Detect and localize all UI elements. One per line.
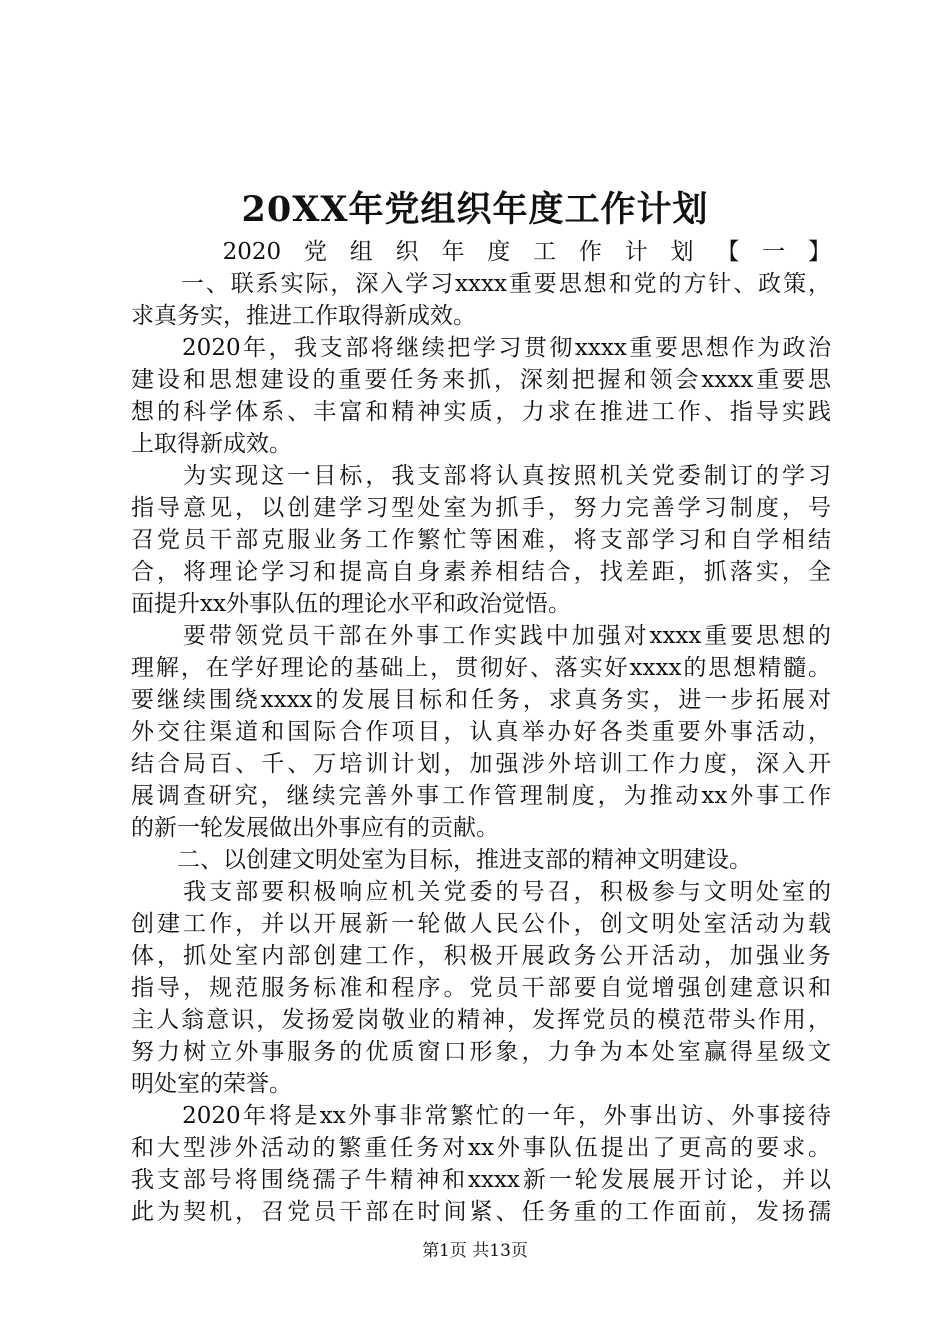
text-line: 努力树立外事服务的优质窗口形象，力争为本处室赢得星级文 bbox=[131, 1039, 831, 1065]
text-line: 要继续围绕xxxx的发展目标和任务，求真务实，进一步拓展对 bbox=[131, 687, 831, 713]
text-line: 2020年将是xx外事非常繁忙的一年，外事出访、外事接待 bbox=[131, 1103, 831, 1129]
text-line: 和大型涉外活动的繁重任务对xx外事队伍提出了更高的要求。 bbox=[131, 1135, 831, 1161]
text-line: 2020党组织年度工作计划【一】 bbox=[131, 239, 831, 265]
text-line: 指导意见，以创建学习型处室为抓手，努力完善学习制度，号 bbox=[131, 495, 831, 521]
text-line: 召党员干部克服业务工作繁忙等困难，将支部学习和自学相结 bbox=[131, 527, 831, 553]
text-line: 外交往渠道和国际合作项目，认真举办好各类重要外事活动， bbox=[131, 719, 831, 745]
text-line: 指导，规范服务标准和程序。党员干部要自觉增强创建意识和 bbox=[131, 975, 831, 1001]
text-line: 面提升xx外事队伍的理论水平和政治觉悟。 bbox=[131, 591, 571, 617]
text-line: 我支部号将围绕孺子牛精神和xxxx新一轮发展展开讨论，并以 bbox=[131, 1167, 831, 1193]
text-line: 建设和思想建设的重要任务来抓，深刻把握和领会xxxx重要思 bbox=[131, 367, 831, 393]
text-line: 二、以创建文明处室为目标，推进支部的精神文明建设。 bbox=[131, 847, 752, 873]
document-title: 20XX年党组织年度工作计划 bbox=[241, 189, 709, 230]
document-body bbox=[131, 236, 831, 1228]
text-line: 创建工作，并以开展新一轮做人民公仆，创文明处室活动为载 bbox=[131, 911, 831, 937]
text-line: 想的科学体系、丰富和精神实质，力求在推进工作、指导实践 bbox=[131, 399, 831, 425]
text-line: 上取得新成效。 bbox=[131, 431, 292, 457]
text-line: 的新一轮发展做出外事应有的贡献。 bbox=[131, 815, 499, 841]
text-line: 我支部要积极响应机关党委的号召，积极参与文明处室的 bbox=[131, 879, 831, 905]
text-line: 要带领党员干部在外事工作实践中加强对xxxx重要思想的 bbox=[131, 623, 831, 649]
text-line: 结合局百、千、万培训计划，加强涉外培训工作力度，深入开 bbox=[131, 751, 831, 777]
text-line: 合，将理论学习和提高自身素养相结合，找差距，抓落实，全 bbox=[131, 559, 831, 585]
text-line: 此为契机，召党员干部在时间紧、任务重的工作面前，发扬孺 bbox=[131, 1199, 831, 1225]
text-line: 明处室的荣誉。 bbox=[131, 1071, 292, 1097]
text-line: 一、联系实际，深入学习xxxx重要思想和党的方针、政策， bbox=[131, 271, 831, 297]
text-line: 主人翁意识，发扬爱岗敬业的精神，发挥党员的模范带头作用， bbox=[131, 1007, 831, 1033]
text-line: 体，抓处室内部创建工作，积极开展政务公开活动，加强业务 bbox=[131, 943, 831, 969]
page-number-footer: 第1页 共13页 bbox=[422, 1241, 528, 1261]
text-line: 展调查研究，继续完善外事工作管理制度，为推动xx外事工作 bbox=[131, 783, 831, 809]
text-line: 2020年，我支部将继续把学习贯彻xxxx重要思想作为政治 bbox=[131, 335, 831, 361]
text-line: 求真务实，推进工作取得新成效。 bbox=[131, 303, 476, 329]
text-line: 理解，在学好理论的基础上，贯彻好、落实好xxxx的思想精髓。 bbox=[131, 655, 831, 681]
text-line: 为实现这一目标，我支部将认真按照机关党委制订的学习 bbox=[131, 463, 831, 489]
